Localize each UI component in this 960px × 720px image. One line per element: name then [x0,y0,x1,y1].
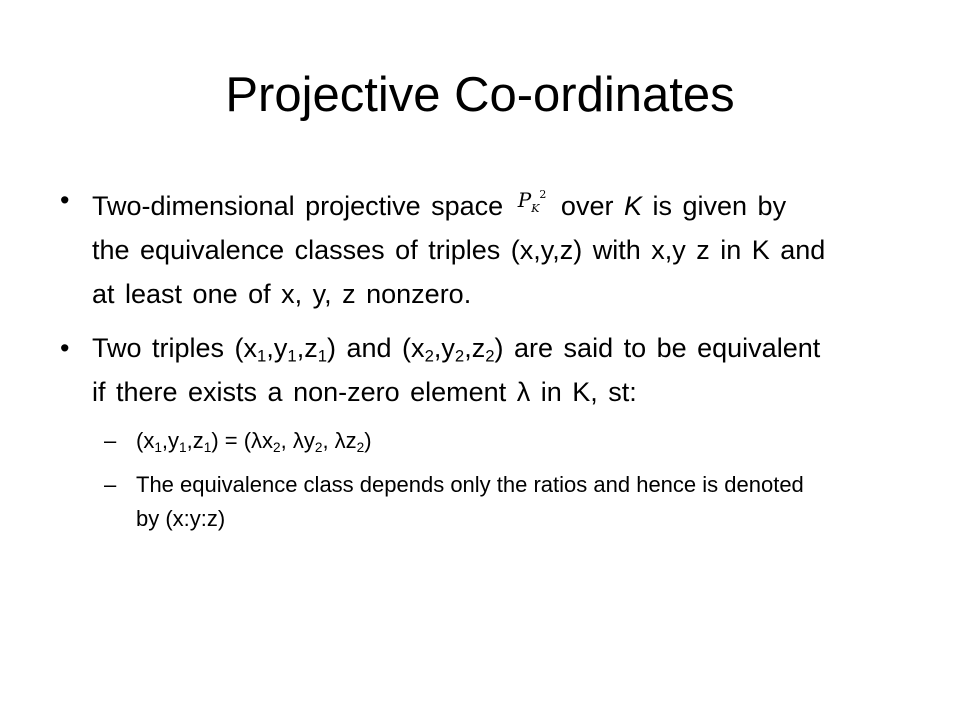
subscript: 2 [454,346,465,366]
text-run: ,z [296,333,318,363]
text-run: ) and (x [327,333,425,363]
slide-body [60,178,830,546]
bullet-dot: • [60,185,70,215]
subscript: 1 [154,439,162,455]
math-subscript: K [531,201,540,215]
sub-bullet-equation [60,424,830,458]
text-run: Two triples (x [92,333,258,363]
text-run: ) [364,428,372,453]
subscript: 1 [317,346,328,366]
text-run: ) are said to be equivalent if there exists a non-zero element λ in K, st: [92,333,821,407]
field-symbol: K [623,191,642,221]
sub-bullet-dash: – [104,428,117,453]
bullet-dot: • [60,333,70,363]
subscript: 1 [287,346,297,366]
bullet-projective-space [60,178,830,316]
subscript: 1 [179,439,187,455]
sub-bullet-ratios [60,468,830,536]
text-run: ) = (λx [211,428,274,453]
subscript: 2 [356,439,365,455]
math-base: P [517,188,532,212]
bullet-text-part: over [560,191,614,221]
math-superscript: 2 [539,188,547,202]
text-run: ,z [464,333,486,363]
subscript: 1 [257,346,267,366]
subscript: 2 [424,346,434,366]
text-run: , λz [322,428,357,453]
sub-bullet-dash: – [104,472,117,497]
subscript: 2 [273,439,281,455]
text-run: ,z [186,428,204,453]
subscript: 2 [485,346,495,366]
subscript: 1 [203,439,212,455]
text-run: (x [136,428,155,453]
text-run: , λy [280,428,315,453]
text-run: ,y [433,333,455,363]
bullet-text-part: Two-dimensional projective space [92,191,504,221]
sub-bullet-text: The equivalence class depends only the ratios and hence is denoted by (x:y:z) [136,472,804,531]
bullet-equivalence [60,326,830,414]
subscript: 2 [314,439,323,455]
text-run: ,y [161,428,180,453]
slide-title: Projective Co-ordinates [225,68,735,122]
bullet-text-part: is given by the equivalence classes of triples (x,y,z) with x,y z in K and at least one of x, y, z nonzero. [92,191,826,309]
projective-plane-symbol [518,178,547,222]
text-run: ,y [266,333,288,363]
